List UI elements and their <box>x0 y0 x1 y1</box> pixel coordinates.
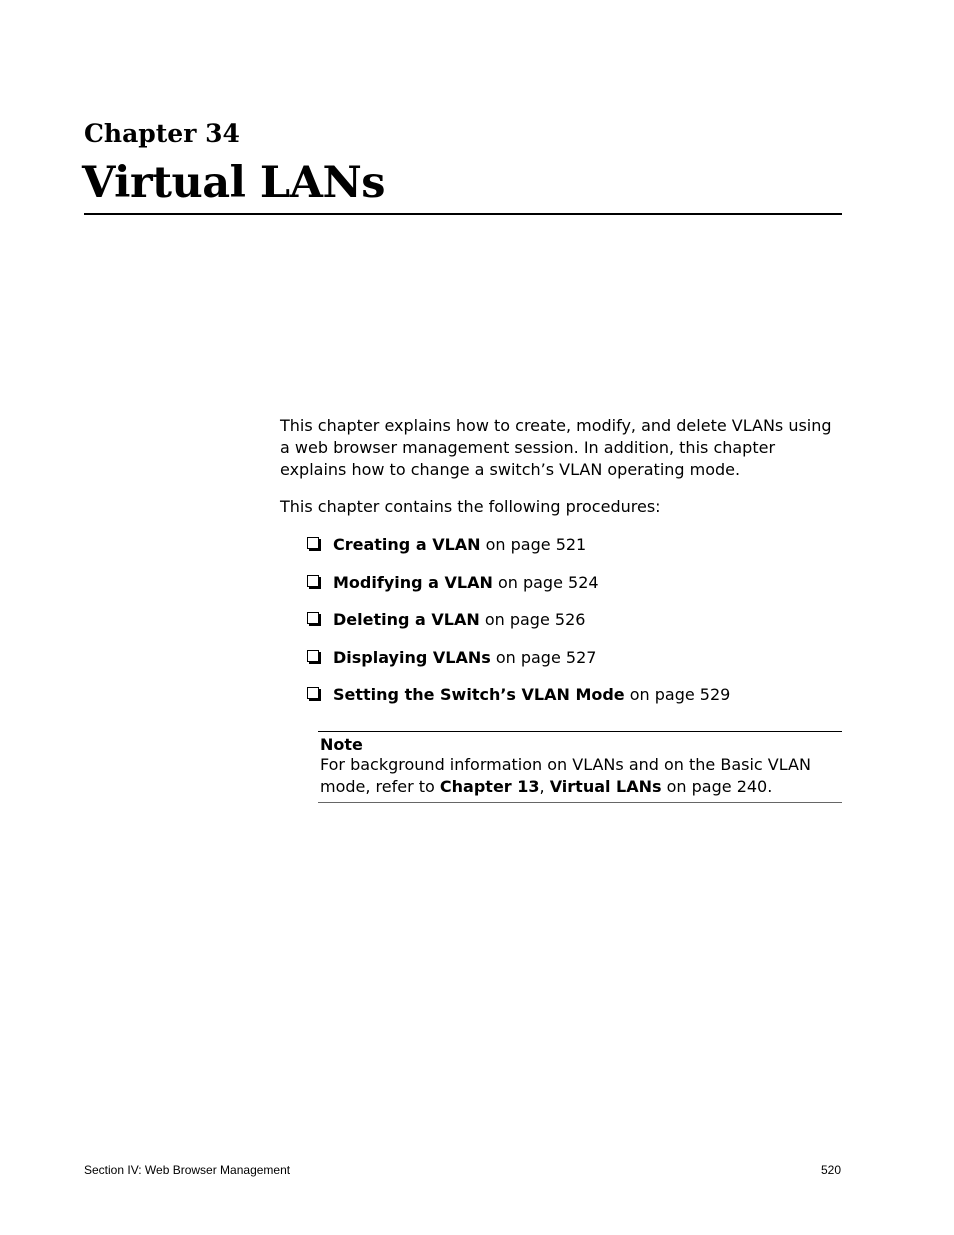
note-text: For background information on VLANs and on the Basic VLAN mode, refer to <box>320 755 811 796</box>
checkbox-icon <box>307 612 319 624</box>
procedure-page-ref: on page 527 <box>490 647 597 667</box>
chapter-label: Chapter 34 <box>84 119 240 148</box>
list-item[interactable] <box>307 607 730 645</box>
list-item[interactable] <box>307 645 730 683</box>
page-title: Virtual LANs <box>82 158 385 208</box>
note-text-end: on page 240. <box>661 777 773 796</box>
procedure-page-ref: on page 524 <box>492 572 599 592</box>
note-separator: , <box>539 777 550 796</box>
procedure-title[interactable]: Setting the Switch’s VLAN Mode <box>333 685 625 704</box>
checkbox-icon <box>307 687 319 699</box>
procedure-title[interactable]: Creating a VLAN <box>333 535 481 554</box>
note-title-ref[interactable]: Virtual LANs <box>549 777 662 796</box>
note-box <box>318 731 842 803</box>
procedure-list <box>307 532 730 720</box>
intro-paragraph: This chapter explains how to create, modify, and delete VLANs using a web browser management session. In addition, this chapter explains how to change a switch’s VLAN operating mode. <box>280 416 832 479</box>
procedure-page-ref: on page 521 <box>480 535 587 554</box>
title-rule <box>84 213 842 215</box>
footer-section: Section IV: Web Browser Management <box>84 1163 291 1177</box>
checkbox-icon <box>307 575 319 587</box>
checkbox-icon <box>307 650 319 662</box>
procedure-title[interactable]: Deleting a VLAN <box>333 610 480 629</box>
note-chapter-ref[interactable]: Chapter 13 <box>439 777 540 796</box>
procedure-page-ref: on page 526 <box>479 610 586 629</box>
list-item[interactable] <box>307 682 730 720</box>
procedure-title[interactable]: Displaying VLANs <box>333 647 491 667</box>
footer-page-number: 520 <box>820 1163 841 1177</box>
procedure-page-ref: on page 529 <box>624 685 731 704</box>
list-item[interactable] <box>307 532 730 570</box>
list-item[interactable] <box>307 570 730 608</box>
procedure-title[interactable]: Modifying a VLAN <box>333 572 493 592</box>
checkbox-icon <box>307 537 319 549</box>
note-heading: Note <box>320 735 363 754</box>
procedures-lead: This chapter contains the following procedures: <box>280 497 661 516</box>
